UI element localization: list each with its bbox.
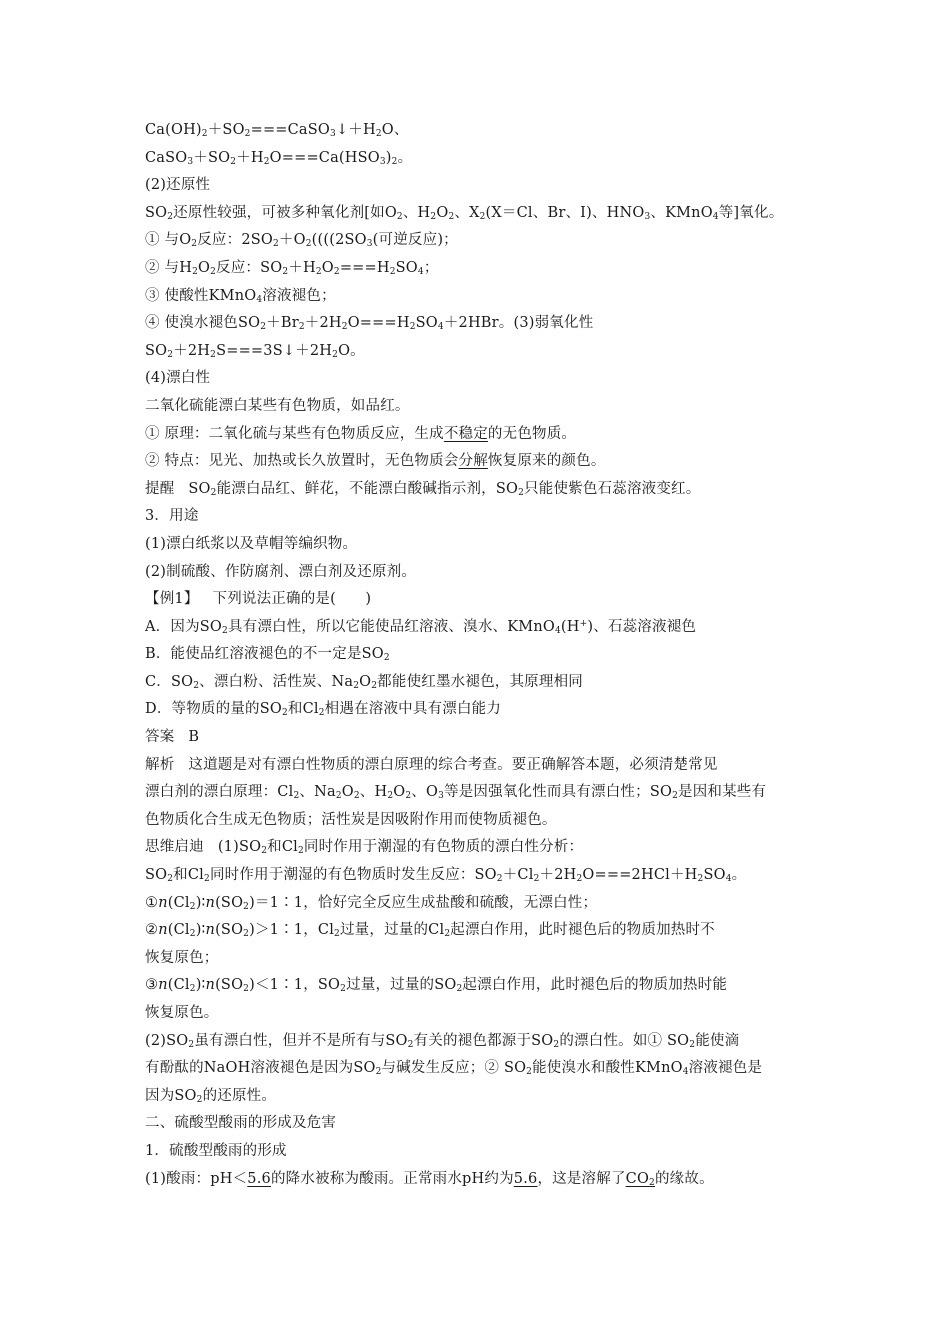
text-line: $③n(Cl_2)∶n(SO_2)<1∶1$，$SO_2$过量，过量的$SO_2$起漂白作用，此时褪色后的物质加热时能 [145,977,728,995]
insight-line: 思维启迪 $(1)SO_2$和$Cl_2$同时作用于潮湿的有色物质的漂白性分析： [145,839,584,857]
text-line: $(2)SO_2$虽有漂白性，但并不是所有与$SO_2$有关的褪色都源于$SO_2$的漂白性。如① $SO_2$能使滴 [145,1032,740,1050]
example-question: 【例1】 下列说法正确的是( ) [145,591,372,608]
text-line: $SO_2+2H_2S===3S↓+2H_2O$。 [145,342,365,360]
text-line: ② 与$H_2O_2$反应：$SO_2+H_2O_2===H_2SO_4$； [145,259,439,277]
option-d: D．等物质的量的$SO_2$和$Cl_2$相遇在溶液中具有漂白能力 [145,701,502,719]
text-line: $②n(Cl_2)∶n(SO_2)>1∶1$，$Cl_2$过量，过量的$Cl_2$起漂白作用，此时褪色后的物质加热时不 [145,922,715,940]
section-heading: 3．用途 [145,508,199,525]
text-line: ① 原理：二氧化硫与某些有色物质反应，生成不稳定的无色物质。 [145,425,577,442]
option-a: A．因为$SO_2$具有漂白性，所以它能使品红溶液、溴水、KMnO$_4$(H+)、石蕊溶液褪色 [145,618,697,636]
option-b: B．能使品红溶液褪色的不一定是$SO_2$ [145,646,390,664]
underlined-answer: 分解 [458,453,488,470]
text-line: (1)酸雨：pH＜5.6的降水被称为酸雨。正常雨水pH约为5.6，这是溶解了$CO_2$的缘故。 [145,1170,714,1188]
underlined-answer: $CO_2$ [625,1170,655,1188]
text-line: ① 与$O_2$反应：$2SO_2+O_2((((2SO_3$(可逆反应)； [145,232,458,250]
text-line: 恢复原色。 [145,1005,219,1021]
analysis-line: 解析 这道题是对有漂白性物质的漂白原理的综合考查。要正确解答本题，必须清楚常见 [145,756,718,773]
text-line: 因为$SO_2$的还原性。 [145,1087,277,1105]
text-line: 漂白剂的漂白原理：$Cl_2$、$Na_2O_2$、$H_2O_2$、$O_3$等是因强氧化性而具有漂白性；$SO_2$是因和某些有 [145,784,767,802]
text-line: (2)制硫酸、作防腐剂、漂白剂及还原剂。 [145,563,417,580]
text-line: $Ca(OH)_2+SO_2===CaSO_3↓+H_2O$、 [145,122,409,139]
text-line: ③ 使酸性KMnO$_4$溶液褪色； [145,287,336,305]
text-line: 恢复原色； [145,949,219,966]
text-line: $SO_2$还原性较强，可被多种氧化剂[如$O_2$、$H_2O_2$、$X_2(X=Cl$、Br、I)、$HNO_3$、KMnO$_4$等]氧化。 [145,204,784,222]
tip-line: 提醒 $SO_2$能漂白品红、鲜花，不能漂白酸碱指示剂，$SO_2$只能使紫色石蕊溶液变红。 [145,480,701,498]
answer-line: 答案 B [145,729,200,746]
section-heading: (4)漂白性 [145,370,211,387]
option-c: C．$SO_2$、漂白粉、活性炭、$Na_2O_2$都能使红墨水褪色，其原理相同 [145,673,583,691]
section-heading: 1．硫酸型酸雨的形成 [145,1142,287,1159]
underlined-answer: 5.6 [247,1170,271,1187]
text-line: 色物质化合生成无色物质；活性炭是因吸附作用而使物质褪色。 [145,811,557,828]
section-heading: (2)还原性 [145,177,211,194]
text-line: 有酚酞的NaOH溶液褪色是因为$SO_2$与碱发生反应；② $SO_2$能使溴水和酸性KMnO$_4$溶液褪色是 [145,1060,763,1078]
text-line: ② 特点：见光、加热或长久放置时，无色物质会分解恢复原来的颜色。 [145,453,606,470]
underlined-answer: 不稳定 [443,425,488,442]
text-line: ④ 使溴水褪色$SO_2+Br_2+2H_2O===H_2SO_4+2HBr$。(3)弱氧化性 [145,315,594,333]
section-heading: 二、硫酸型酸雨的形成及危害 [145,1115,337,1132]
underlined-answer: 5.6 [513,1170,538,1187]
text-line: $CaSO_3+SO_2+H_2O===Ca(HSO_3)_2$。 [145,149,413,167]
text-line: 二氧化硫能漂白某些有色物质，如品红。 [145,397,410,414]
text-line: $SO_2$和$Cl_2$同时作用于潮湿的有色物质时发生反应：$SO_2+Cl_2+2H_2O===2HCl+H_2SO_4$。 [145,867,747,885]
text-line: $①n(Cl_2)∶n(SO_2)=1∶1$，恰好完全反应生成盐酸和硫酸，无漂白性； [145,894,598,912]
text-line: (1)漂白纸浆以及草帽等编织物。 [145,535,358,552]
document-page [145,117,825,1193]
